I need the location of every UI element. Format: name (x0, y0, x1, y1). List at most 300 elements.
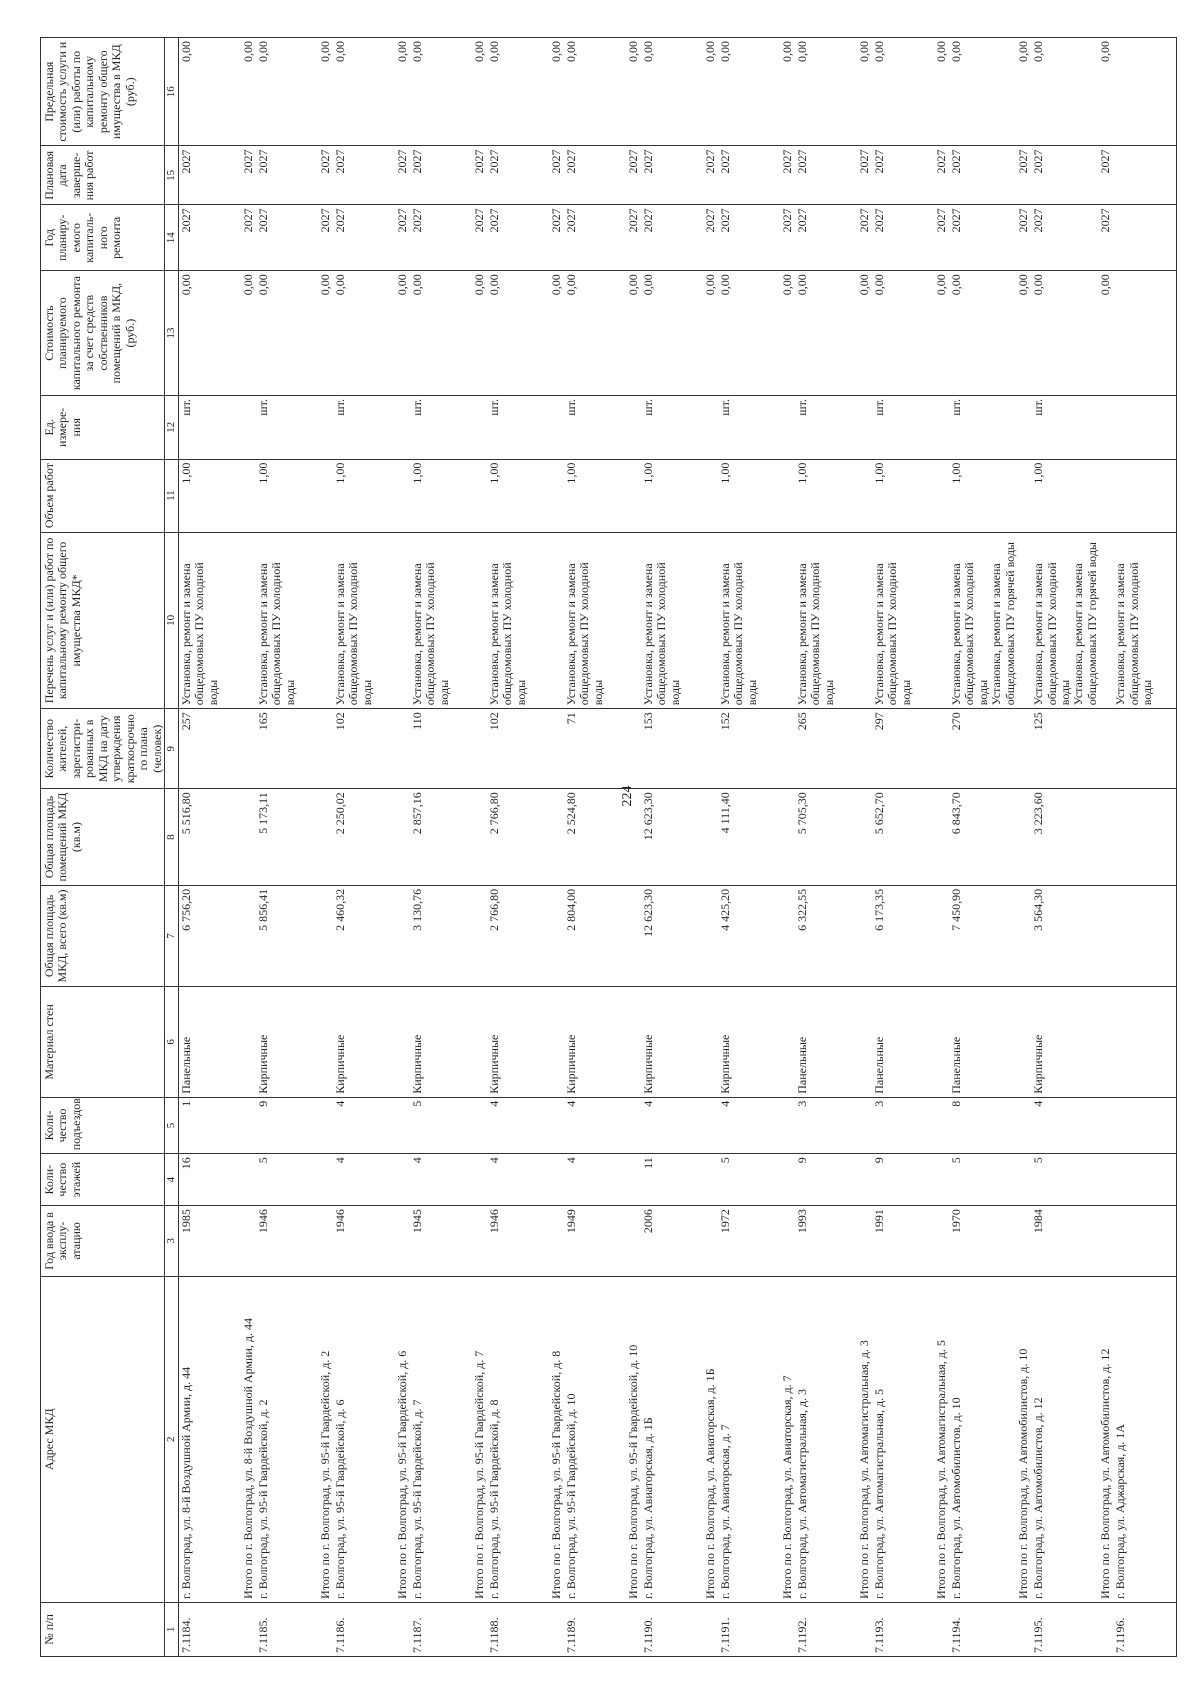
work-volume-cell: 1,00 (410, 459, 473, 532)
works-list-cell (410, 532, 473, 709)
empty-cell (319, 1602, 333, 1656)
end-date-cell: 2027 (178, 146, 242, 205)
empty-cell (550, 532, 564, 709)
empty-cell (1099, 459, 1113, 532)
empty-cell (242, 459, 256, 532)
address-cell: г. Волгоград, ул. 95-й Гвардейской, д. 2 (256, 1276, 319, 1602)
header-cell: Общая площадь помещений МКД (кв.м) (41, 789, 165, 886)
header-cell: Год ввода в эксплу-атацию (41, 1206, 165, 1277)
empty-cell (242, 1206, 256, 1277)
work-item: Установка, ремонт и замена общедомовых ПУ холодной воды (255, 562, 297, 706)
empty-cell (704, 1154, 718, 1206)
total-cost-cell: 0,00 (1017, 271, 1031, 396)
column-number: 16 (164, 38, 178, 146)
header-cell: Стоимость планируемого капитального ремонта за счет средств собственников помещений в МКД, (руб.) (41, 271, 165, 396)
empty-cell (1017, 709, 1031, 789)
total-row (858, 38, 872, 1657)
empty-cell (935, 709, 949, 789)
empty-cell (858, 1154, 872, 1206)
header-cell: № п/п (41, 1602, 165, 1656)
total-area-cell: 6 322,55 (795, 885, 858, 986)
empty-cell (858, 709, 872, 789)
empty-cell (935, 885, 949, 986)
work-item: Установка, ремонт и замена общедомовых ПУ холодной воды (640, 562, 682, 706)
premises-area-cell: 2 250,02 (333, 789, 396, 886)
empty-cell (704, 789, 718, 886)
repair-cost-cell: 0,00 (1031, 271, 1099, 396)
planned-year-cell (1113, 205, 1177, 271)
floors-cell: 9 (872, 1154, 935, 1206)
column-number: 6 (164, 987, 178, 1098)
empty-cell (319, 532, 333, 709)
total-cost-cell: 0,00 (627, 271, 641, 396)
empty-cell (473, 396, 487, 460)
total-year-cell: 2027 (319, 205, 333, 271)
repair-cost-cell: 0,00 (795, 271, 858, 396)
limit-cost-cell (1113, 38, 1177, 146)
empty-cell (473, 789, 487, 886)
total-end-date-cell: 2027 (858, 146, 872, 205)
wall-material-cell: Кирпичные (718, 987, 781, 1098)
limit-cost-cell: 0,00 (487, 38, 550, 146)
empty-cell (1017, 885, 1031, 986)
unit-cell: шт. (178, 396, 242, 460)
empty-cell (858, 459, 872, 532)
column-number: 3 (164, 1206, 178, 1277)
row-number-cell: 7.1186. (333, 1602, 396, 1656)
empty-cell (781, 709, 795, 789)
premises-area-cell: 2 857,16 (410, 789, 473, 886)
empty-cell (396, 459, 410, 532)
empty-cell (550, 1154, 564, 1206)
work-volume-cell: 1,00 (487, 459, 550, 532)
table-row (1031, 38, 1099, 1657)
work-item: Установка, ремонт и замена общедомовых ПУ холодной воды (332, 562, 374, 706)
works-list-cell (178, 532, 242, 709)
empty-cell (242, 885, 256, 986)
row-number-cell: 7.1190. (641, 1602, 704, 1656)
floors-cell: 5 (1031, 1154, 1099, 1206)
table-row (178, 38, 242, 1657)
total-area-cell: 5 856,41 (256, 885, 319, 986)
planned-year-cell: 2027 (410, 205, 473, 271)
header-row (41, 38, 165, 1657)
row-number-cell: 7.1194. (949, 1602, 1017, 1656)
empty-cell (781, 532, 795, 709)
row-number-cell: 7.1193. (872, 1602, 935, 1656)
entrances-cell: 5 (410, 1097, 473, 1154)
address-cell: г. Волгоград, ул. Автомагистральная, д. 5 (872, 1276, 935, 1602)
work-volume-cell: 1,00 (564, 459, 627, 532)
entrances-cell: 4 (718, 1097, 781, 1154)
floors-cell: 9 (795, 1154, 858, 1206)
empty-cell (781, 1097, 795, 1154)
works-list-cell (641, 532, 704, 709)
residents-cell: 265 (795, 709, 858, 789)
empty-cell (935, 987, 949, 1098)
empty-cell (935, 459, 949, 532)
total-year-cell: 2027 (473, 205, 487, 271)
empty-cell (781, 1602, 795, 1656)
unit-cell: шт. (564, 396, 627, 460)
column-number: 10 (164, 532, 178, 709)
planned-year-cell: 2027 (872, 205, 935, 271)
empty-cell (935, 396, 949, 460)
year-built-cell: 1946 (256, 1206, 319, 1277)
wall-material-cell: Кирпичные (487, 987, 550, 1098)
entrances-cell: 4 (333, 1097, 396, 1154)
empty-cell (627, 789, 641, 886)
work-volume-cell: 1,00 (718, 459, 781, 532)
column-number: 9 (164, 709, 178, 789)
year-built-cell: 1946 (333, 1206, 396, 1277)
unit-cell: шт. (1031, 396, 1099, 460)
total-area-cell: 4 425,20 (718, 885, 781, 986)
floors-cell: 4 (564, 1154, 627, 1206)
empty-cell (473, 987, 487, 1098)
total-limit-cell: 0,00 (319, 38, 333, 146)
unit-cell: шт. (949, 396, 1017, 460)
planned-year-cell: 2027 (795, 205, 858, 271)
empty-cell (242, 1602, 256, 1656)
total-row (473, 38, 487, 1657)
table-row (641, 38, 704, 1657)
total-end-date-cell: 2027 (550, 146, 564, 205)
floors-cell: 4 (487, 1154, 550, 1206)
work-item: Установка, ремонт и замена общедомовых ПУ холодной воды (871, 562, 913, 706)
empty-cell (1017, 1602, 1031, 1656)
empty-cell (704, 1097, 718, 1154)
empty-cell (627, 885, 641, 986)
total-area-cell: 12 623,30 (641, 885, 704, 986)
column-number-row (164, 38, 178, 1657)
row-number-cell: 7.1196. (1113, 1602, 1177, 1656)
empty-cell (396, 709, 410, 789)
works-list-cell (1031, 532, 1099, 709)
floors-cell (1113, 1154, 1177, 1206)
residents-cell: 102 (333, 709, 396, 789)
empty-cell (627, 987, 641, 1098)
empty-cell (1099, 987, 1113, 1098)
empty-cell (319, 987, 333, 1098)
page-number: 224 (620, 785, 635, 807)
empty-cell (935, 532, 949, 709)
table-row (1113, 38, 1177, 1657)
total-label-cell: Итого по г. Волгоград, ул. 95-й Гвардейской, д. 6 (396, 1276, 410, 1602)
works-list-cell (1113, 532, 1177, 709)
unit-cell: шт. (641, 396, 704, 460)
total-limit-cell: 0,00 (550, 38, 564, 146)
empty-cell (704, 532, 718, 709)
entrances-cell: 3 (795, 1097, 858, 1154)
table-row (333, 38, 396, 1657)
work-item: Установка, ремонт и замена общедомовых ПУ холодной воды (563, 562, 605, 706)
total-row (781, 38, 795, 1657)
empty-cell (473, 709, 487, 789)
table-row (410, 38, 473, 1657)
wall-material-cell (1113, 987, 1177, 1098)
row-number-cell: 7.1195. (1031, 1602, 1099, 1656)
empty-cell (627, 396, 641, 460)
work-volume-cell: 1,00 (872, 459, 935, 532)
empty-cell (1099, 1097, 1113, 1154)
empty-cell (473, 1206, 487, 1277)
year-built-cell: 2006 (641, 1206, 704, 1277)
end-date-cell: 2027 (333, 146, 396, 205)
empty-cell (781, 1206, 795, 1277)
year-built-cell: 1985 (178, 1206, 242, 1277)
total-row (396, 38, 410, 1657)
residents-cell (1113, 709, 1177, 789)
work-item: Установка, ремонт и замена общедомовых ПУ холодной воды (717, 562, 759, 706)
table-row (872, 38, 935, 1657)
table-row (487, 38, 550, 1657)
total-area-cell: 6 756,20 (178, 885, 242, 986)
row-number-cell: 7.1184. (178, 1602, 242, 1656)
planned-year-cell: 2027 (718, 205, 781, 271)
total-area-cell: 6 173,35 (872, 885, 935, 986)
total-end-date-cell: 2027 (242, 146, 256, 205)
limit-cost-cell: 0,00 (564, 38, 627, 146)
empty-cell (319, 789, 333, 886)
total-row (1017, 38, 1031, 1657)
empty-cell (1099, 1206, 1113, 1277)
work-volume-cell: 1,00 (256, 459, 319, 532)
empty-cell (473, 532, 487, 709)
limit-cost-cell: 0,00 (410, 38, 473, 146)
total-cost-cell: 0,00 (1099, 271, 1113, 396)
empty-cell (242, 987, 256, 1098)
column-number: 11 (164, 459, 178, 532)
column-number: 12 (164, 396, 178, 460)
empty-cell (935, 1602, 949, 1656)
empty-cell (396, 1206, 410, 1277)
total-end-date-cell: 2027 (627, 146, 641, 205)
total-area-cell: 3 564,30 (1031, 885, 1099, 986)
empty-cell (1099, 396, 1113, 460)
repair-cost-cell: 0,00 (256, 271, 319, 396)
floors-cell: 11 (641, 1154, 704, 1206)
limit-cost-cell: 0,00 (256, 38, 319, 146)
repair-cost-cell (1113, 271, 1177, 396)
total-row (550, 38, 564, 1657)
limit-cost-cell: 0,00 (333, 38, 396, 146)
empty-cell (935, 789, 949, 886)
premises-area-cell: 3 223,60 (1031, 789, 1099, 886)
empty-cell (1017, 789, 1031, 886)
total-limit-cell: 0,00 (242, 38, 256, 146)
empty-cell (550, 1206, 564, 1277)
empty-cell (627, 1154, 641, 1206)
empty-cell (473, 1602, 487, 1656)
column-number: 8 (164, 789, 178, 886)
table-row (564, 38, 627, 1657)
end-date-cell: 2027 (256, 146, 319, 205)
table-row (718, 38, 781, 1657)
total-year-cell: 2027 (858, 205, 872, 271)
empty-cell (781, 987, 795, 1098)
total-label-cell: Итого по г. Волгоград, ул. 95-й Гвардейской, д. 10 (627, 1276, 641, 1602)
empty-cell (319, 709, 333, 789)
empty-cell (627, 709, 641, 789)
empty-cell (1099, 532, 1113, 709)
entrances-cell: 1 (178, 1097, 242, 1154)
table-body (178, 38, 1176, 1657)
empty-cell (627, 1206, 641, 1277)
residents-cell: 152 (718, 709, 781, 789)
header-cell: Год планиру-емого капиталь-ного ремонта (41, 205, 165, 271)
entrances-cell: 4 (487, 1097, 550, 1154)
empty-cell (319, 1154, 333, 1206)
work-item: Установка, ремонт и замена общедомовых ПУ холодной воды (794, 562, 836, 706)
address-cell: г. Волгоград, ул. 95-й Гвардейской, д. 6 (333, 1276, 396, 1602)
premises-area-cell: 4 111,40 (718, 789, 781, 886)
works-list-cell (564, 532, 627, 709)
empty-cell (319, 1206, 333, 1277)
header-cell: Плановая дата заверше-ния работ (41, 146, 165, 205)
work-item: Установка, ремонт и замена общедомовых ПУ холодной воды (948, 562, 990, 706)
total-cost-cell: 0,00 (473, 271, 487, 396)
total-label-cell: Итого по г. Волгоград, ул. 95-й Гвардейской, д. 7 (473, 1276, 487, 1602)
empty-cell (704, 1602, 718, 1656)
entrances-cell: 4 (641, 1097, 704, 1154)
empty-cell (396, 789, 410, 886)
total-end-date-cell: 2027 (473, 146, 487, 205)
wall-material-cell: Кирпичные (1031, 987, 1099, 1098)
total-end-date-cell: 2027 (935, 146, 949, 205)
empty-cell (1099, 1602, 1113, 1656)
unit-cell: шт. (256, 396, 319, 460)
end-date-cell: 2027 (795, 146, 858, 205)
total-label-cell: Итого по г. Волгоград, ул. 95-й Гвардейской, д. 2 (319, 1276, 333, 1602)
address-cell: г. Волгоград, ул. Автомагистральная, д. 3 (795, 1276, 858, 1602)
planned-year-cell: 2027 (333, 205, 396, 271)
empty-cell (396, 1097, 410, 1154)
empty-cell (858, 396, 872, 460)
empty-cell (473, 459, 487, 532)
repair-cost-cell: 0,00 (718, 271, 781, 396)
empty-cell (1099, 885, 1113, 986)
empty-cell (550, 885, 564, 986)
planned-year-cell: 2027 (1031, 205, 1099, 271)
repair-cost-cell: 0,00 (872, 271, 935, 396)
address-cell: г. Волгоград, ул. Авиаторская, д. 1Б (641, 1276, 704, 1602)
repair-cost-cell: 0,00 (178, 271, 242, 396)
premises-area-cell: 5 705,30 (795, 789, 858, 886)
end-date-cell: 2027 (718, 146, 781, 205)
entrances-cell: 4 (564, 1097, 627, 1154)
planned-year-cell: 2027 (949, 205, 1017, 271)
total-end-date-cell: 2027 (781, 146, 795, 205)
empty-cell (550, 1097, 564, 1154)
empty-cell (1017, 1206, 1031, 1277)
header-cell: Общая площадь МКД, всего (кв.м) (41, 885, 165, 986)
year-built-cell: 1972 (718, 1206, 781, 1277)
total-limit-cell: 0,00 (858, 38, 872, 146)
total-label-cell: Итого по г. Волгоград, ул. Автомобилистов, д. 10 (1017, 1276, 1031, 1602)
limit-cost-cell: 0,00 (949, 38, 1017, 146)
unit-cell: шт. (718, 396, 781, 460)
row-number-cell: 7.1189. (564, 1602, 627, 1656)
column-number: 13 (164, 271, 178, 396)
total-limit-cell: 0,00 (935, 38, 949, 146)
empty-cell (242, 1097, 256, 1154)
entrances-cell: 3 (872, 1097, 935, 1154)
total-year-cell: 2027 (627, 205, 641, 271)
header-cell: Адрес МКД (41, 1276, 165, 1602)
unit-cell: шт. (487, 396, 550, 460)
empty-cell (319, 396, 333, 460)
limit-cost-cell: 0,00 (178, 38, 242, 146)
residents-cell: 165 (256, 709, 319, 789)
header-cell: Предельная стоимость услуги и (или) работы по капитальному ремонту общего имущества в МКД (руб.) (41, 38, 165, 146)
limit-cost-cell: 0,00 (795, 38, 858, 146)
total-year-cell: 2027 (704, 205, 718, 271)
premises-area-cell: 2 524,80 (564, 789, 627, 886)
column-number: 1 (164, 1602, 178, 1656)
empty-cell (627, 532, 641, 709)
total-label-cell: Итого по г. Волгоград, ул. Автомагистральная, д. 3 (858, 1276, 872, 1602)
header-cell: Объем работ (41, 459, 165, 532)
empty-cell (627, 459, 641, 532)
work-volume-cell (1113, 459, 1177, 532)
work-item: Установка, ремонт и замена общедомовых ПУ холодной воды (1031, 562, 1072, 706)
empty-cell (550, 1602, 564, 1656)
year-built-cell: 1984 (1031, 1206, 1099, 1277)
total-year-cell: 2027 (1017, 205, 1031, 271)
total-cost-cell: 0,00 (396, 271, 410, 396)
table-row (949, 38, 1017, 1657)
table-row (795, 38, 858, 1657)
empty-cell (396, 987, 410, 1098)
empty-cell (242, 532, 256, 709)
column-number: 14 (164, 205, 178, 271)
limit-cost-cell: 0,00 (718, 38, 781, 146)
empty-cell (858, 1602, 872, 1656)
total-label-cell: Итого по г. Волгоград, ул. Авиаторская, д. 7 (781, 1276, 795, 1602)
empty-cell (781, 789, 795, 886)
total-row (627, 38, 641, 1657)
empty-cell (858, 1206, 872, 1277)
unit-cell: шт. (333, 396, 396, 460)
header-cell: Коли-чество этажей (41, 1154, 165, 1206)
empty-cell (319, 459, 333, 532)
row-number-cell: 7.1192. (795, 1602, 858, 1656)
total-cost-cell: 0,00 (319, 271, 333, 396)
repair-cost-cell: 0,00 (949, 271, 1017, 396)
empty-cell (858, 789, 872, 886)
column-number: 4 (164, 1154, 178, 1206)
total-label-cell: Итого по г. Волгоград, ул. 95-й Гвардейской, д. 8 (550, 1276, 564, 1602)
total-year-cell: 2027 (550, 205, 564, 271)
row-number-cell: 7.1185. (256, 1602, 319, 1656)
works-list-cell (718, 532, 781, 709)
unit-cell (1113, 396, 1177, 460)
total-cost-cell: 0,00 (781, 271, 795, 396)
year-built-cell: 1991 (872, 1206, 935, 1277)
empty-cell (396, 1154, 410, 1206)
end-date-cell: 2027 (410, 146, 473, 205)
premises-area-cell: 5 173,11 (256, 789, 319, 886)
address-cell: г. Волгоград, ул. 95-й Гвардейской, д. 10 (564, 1276, 627, 1602)
residents-cell: 102 (487, 709, 550, 789)
total-area-cell: 2 804,00 (564, 885, 627, 986)
work-volume-cell: 1,00 (795, 459, 858, 532)
total-label-cell: Итого по г. Волгоград, ул. 8-й Воздушной Армии, д. 44 (242, 1276, 256, 1602)
address-cell: г. Волгоград, ул. 95-й Гвардейской, д. 8 (487, 1276, 550, 1602)
unit-cell: шт. (872, 396, 935, 460)
address-cell: г. Волгоград, ул. Аджарская, д. 1А (1113, 1276, 1177, 1602)
